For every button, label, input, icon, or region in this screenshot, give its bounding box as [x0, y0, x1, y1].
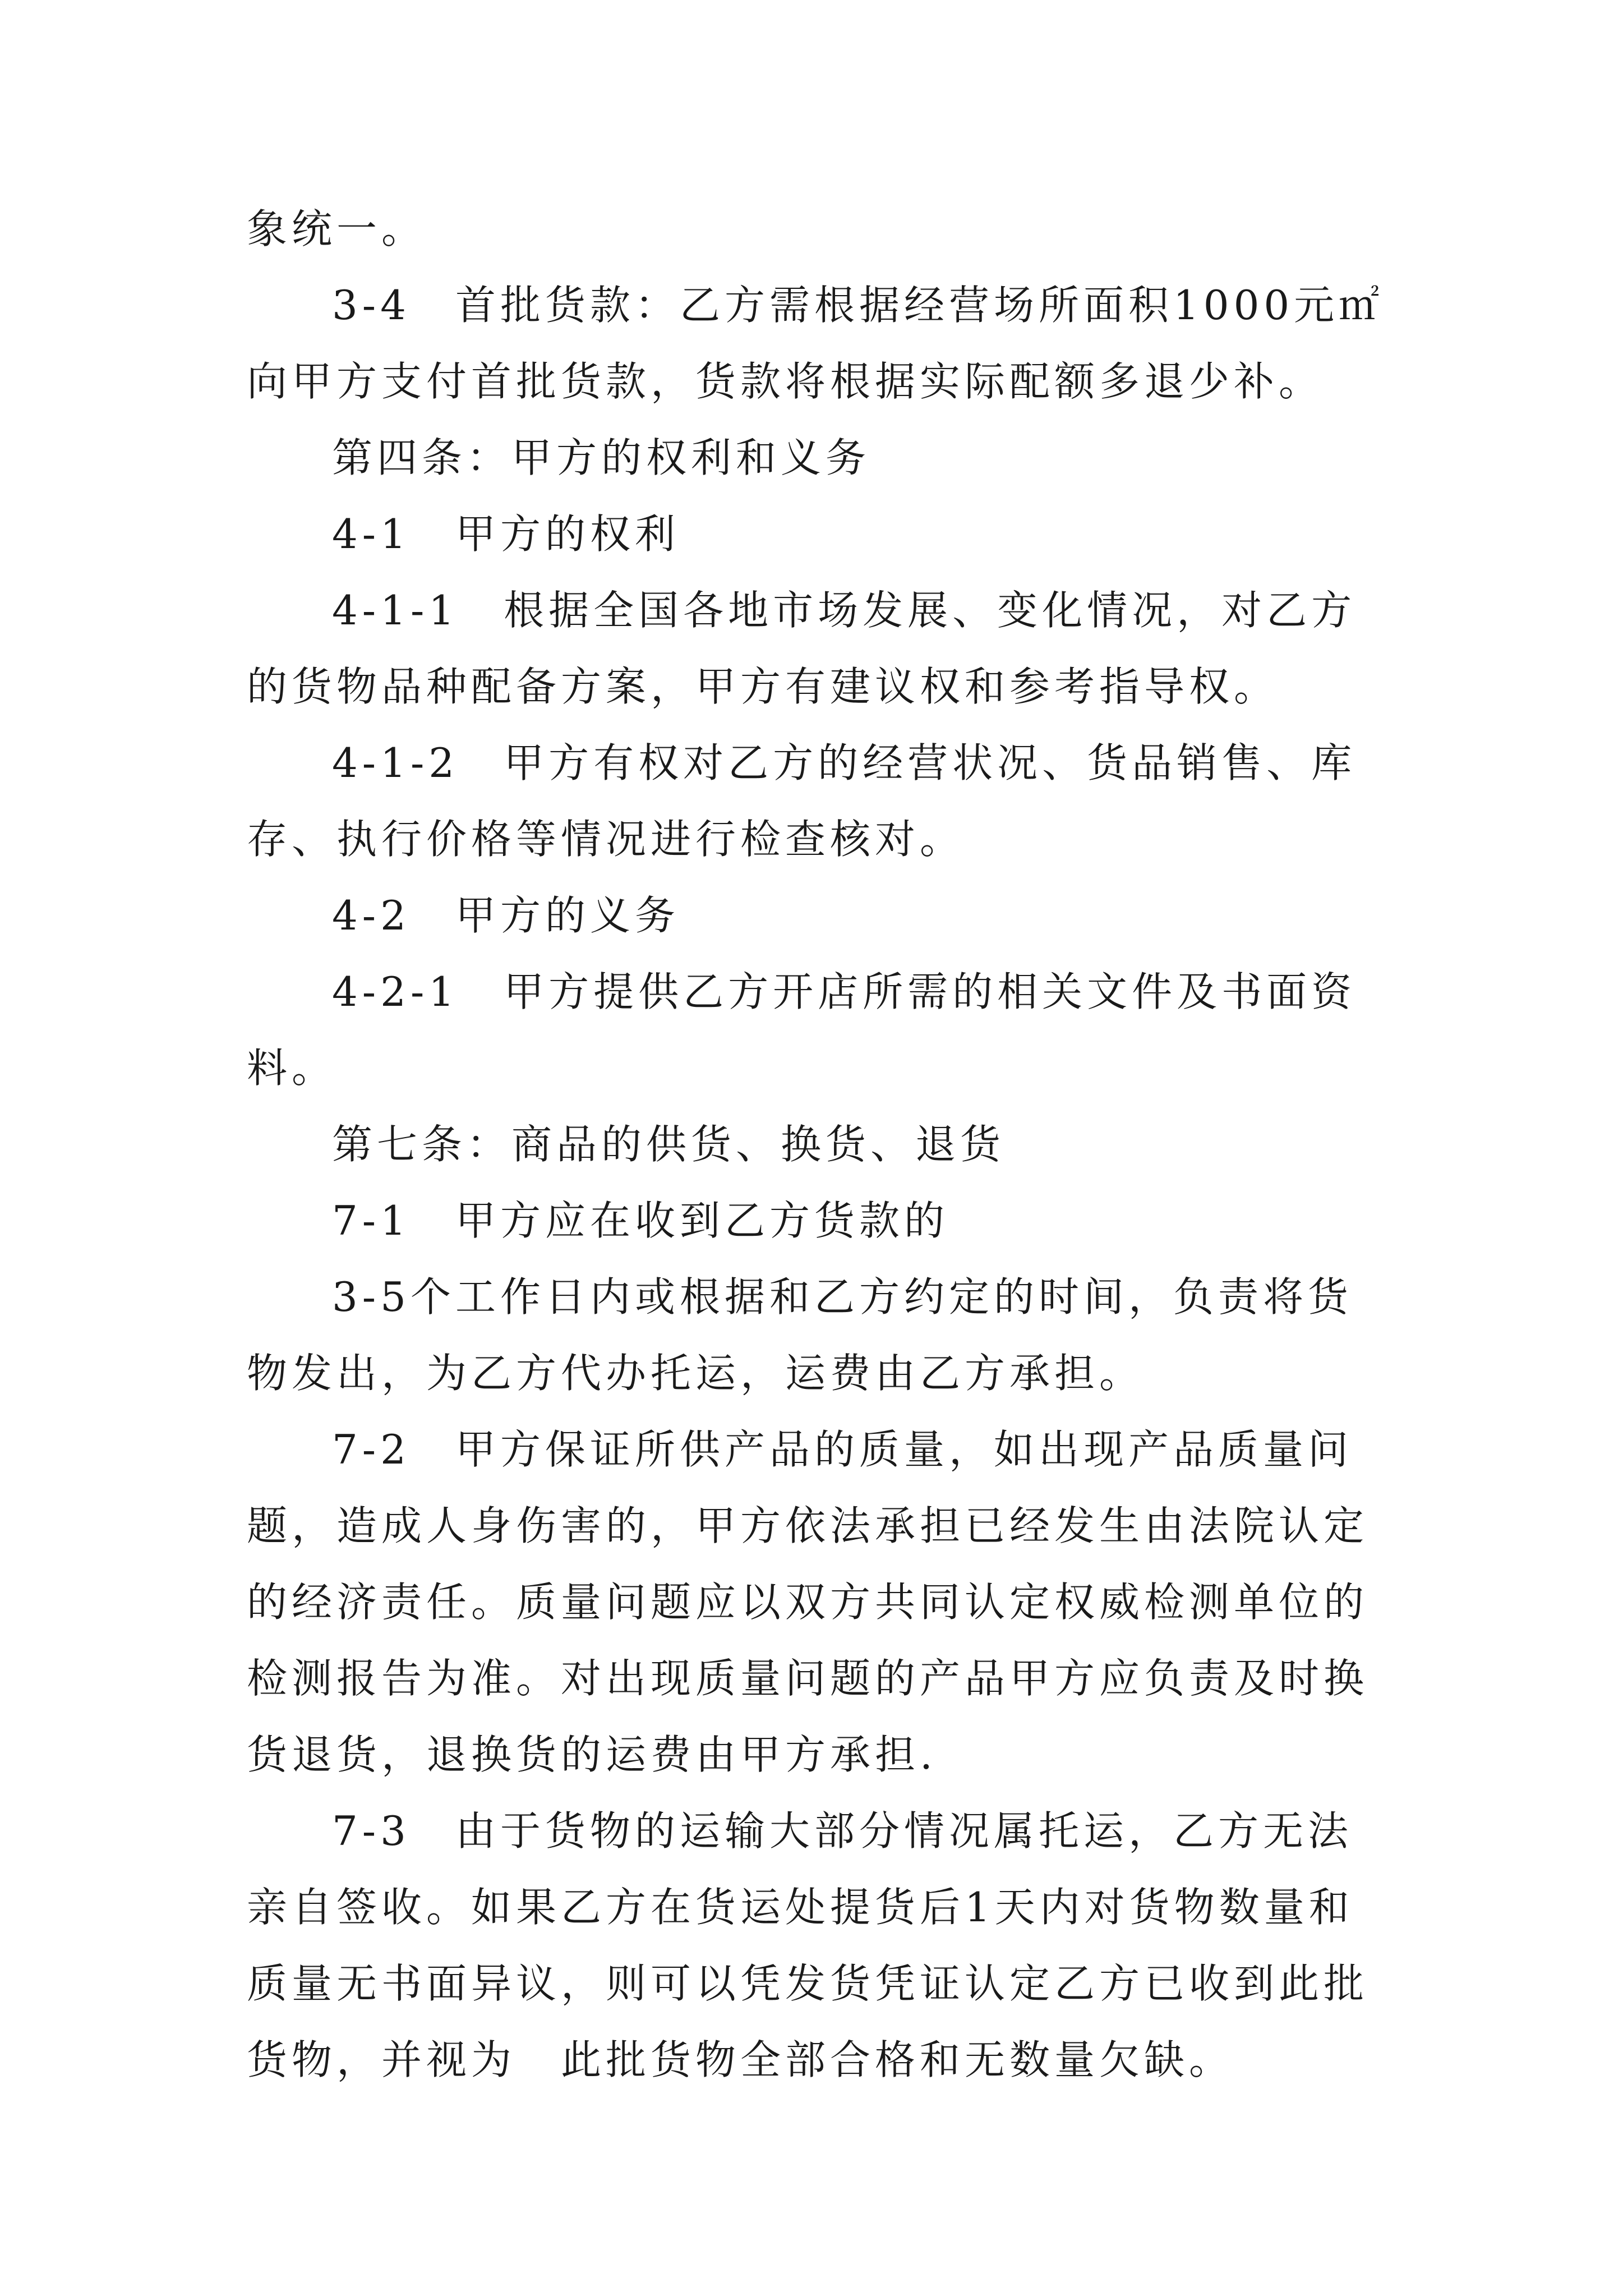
paragraph-4: 4-1 甲方的权利 [332, 510, 680, 558]
paragraph-3: 第四条：甲方的权利和义务 [332, 434, 871, 481]
paragraph-11: 3-5个工作日内或根据和乙方约定的时间，负责将货物发出，为乙方代办托运，运费由乙方承担。 [247, 1273, 1353, 1397]
paragraph-7: 4-2 甲方的义务 [332, 892, 680, 939]
paragraph-8: 4-2-1 甲方提供乙方开店所需的相关文件及书面资料。 [247, 968, 1357, 1092]
document-body [247, 191, 1385, 2098]
paragraph-13: 7-3 由于货物的运输大部分情况属托运，乙方无法亲自签收。如果乙方在货运处提货后1天内对货物数量和质量无书面异议，则可以凭发货凭证认定乙方已收到此批货物，并视为 此批货物全部合格和无数量欠缺。 [247, 1807, 1369, 2083]
paragraph-9: 第七条：商品的供货、换货、退货 [332, 1121, 1006, 1168]
paragraph-5: 4-1-1 根据全国各地市场发展、变化情况，对乙方的货物品种配备方案，甲方有建议权和参考指导权。 [247, 587, 1357, 710]
paragraph-1: 象统一。 [247, 205, 427, 252]
paragraph-12: 7-2 甲方保证所供产品的质量，如出现产品质量问题，造成人身伤害的，甲方依法承担已经发生由法院认定的经济责任。质量问题应以双方共同认定权威检测单位的检测报告为准。对出现质量问题的产品甲方应负责及时换货退货，退换货的运费由甲方承担. [247, 1426, 1369, 1778]
paragraph-2: 3-4 首批货款：乙方需根据经营场所面积1000元㎡向甲方支付首批货款，货款将根据实际配额多退少补。 [247, 282, 1384, 405]
paragraph-6: 4-1-2 甲方有权对乙方的经营状况、货品销售、库存、执行价格等情况进行检查核对。 [247, 739, 1357, 863]
paragraph-10: 7-1 甲方应在收到乙方货款的 [332, 1197, 949, 1244]
